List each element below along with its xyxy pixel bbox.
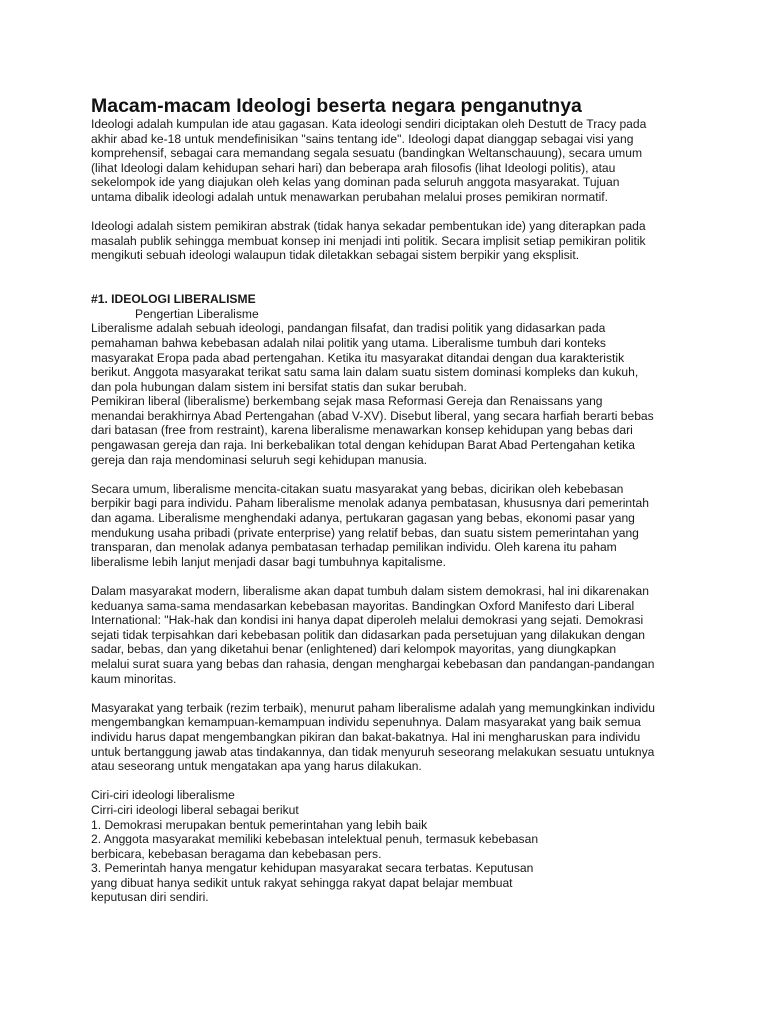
text-line: gereja dan raja mendominasi seluruh segi kehidupan manusia. <box>91 452 428 467</box>
text-line: mendukung usaha pribadi (private enterprise) yang relatif bebas, dan suatu sistem pemerintahan yang <box>91 525 639 540</box>
text-line: Pemikiran liberal (liberalisme) berkembang sejak masa Reformasi Gereja dan Renaissans yang <box>91 394 603 409</box>
text-line: dan agama. Liberalisme menghendaki adanya, pertukaran gagasan yang bebas, ekonomi pasar yang <box>91 511 635 526</box>
text-line: liberalisme lebih lanjut menjadi dasar bagi tumbuhnya kapitalisme. <box>91 554 446 569</box>
text-line: melalui surat suara yang bebas dan rahasia, dengan menghargai kebebasan dan pandangan-pandangan <box>91 656 655 671</box>
characteristics-heading: Ciri-ciri ideologi liberalisme <box>91 788 235 803</box>
text-line: keduanya sama-sama mendasarkan kebebasan mayoritas. Bandingkan Oxford Manifesto dari Liberal <box>91 598 635 613</box>
text-line: individu harus dapat mengembangkan pikiran dan bakat-bakatnya. Hal ini mengharuskan para individu <box>91 729 641 744</box>
text-line: International: "Hak-hak dan kondisi ini hanya dapat diperoleh melalui demokrasi yang sejati. Demokrasi <box>91 613 644 628</box>
text-line: menandai berakhirnya Abad Pertengahan (abad V-XV). Disebut liberal, yang secara harfiah berarti bebas <box>91 408 654 423</box>
text-line: dari batasan (free from restraint), karena liberalisme menawarkan konsep kehidupan yang bebas dari <box>91 423 633 438</box>
text-line: akhir abad ke-18 untuk mendefinisikan "sains tentang ide". Ideologi dapat dianggap sebagai visi yang <box>91 131 634 146</box>
liberalism-paragraph-4 <box>91 701 691 774</box>
text-line: mengikuti sebuah ideologi walaupun tidak diletakkan sebagai sistem berpikir yang eksplisit. <box>91 248 580 263</box>
paragraph-gap <box>91 774 691 789</box>
text-line: sejati tidak terpisahkan dari kebebasan politik dan didasarkan pada persetujuan yang dilakukan dengan <box>91 627 646 642</box>
text-line: masalah publik sehingga membuat konsep ini menjadi inti politik. Secara implisit setiap pemikiran politik <box>91 233 646 248</box>
list-item-continuation: yang dibuat hanya sedikit untuk rakyat sehingga rakyat dapat belajar membuat <box>91 875 513 890</box>
liberalism-paragraph-2 <box>91 482 691 570</box>
text-line: Ideologi adalah kumpulan ide atau gagasan. Kata ideologi sendiri diciptakan oleh Destutt de Tracy pada <box>91 117 647 131</box>
text-line: komprehensif, sebagai cara memandang segala sesuatu (bandingkan Weltanschauung), secara umum <box>91 146 643 161</box>
text-line: Masyarakat yang terbaik (rezim terbaik), menurut paham liberalisme adalah yang memungkinkan individu <box>91 700 655 715</box>
list-item-continuation: keputusan diri sendiri. <box>91 890 209 905</box>
text-line: masyarakat Eropa pada abad pertengahan. Ketika itu masyarakat ditandai dengan dua karakteristik <box>91 350 625 365</box>
text-line: untama dibalik ideologi adalah untuk menawarkan perubahan melalui proses pemikiran normatif. <box>91 189 608 204</box>
text-line: sadar, bebas, dan yang diketahui benar (enlightened) dari kelompok mayoritas, yang diungkapkan <box>91 642 617 657</box>
characteristics-intro: Cirri-ciri ideologi liberal sebagai berikut <box>91 802 299 817</box>
paragraph-gap <box>91 278 691 293</box>
text-line: mengembangkan kemampuan-kemampuan individu sepenuhnya. Dalam masyarakat yang baik semua <box>91 715 641 730</box>
list-item-continuation: berbicara, kebebasan beragama dan kebebasan pers. <box>91 846 382 861</box>
liberalism-paragraph-3 <box>91 584 691 686</box>
paragraph-gap <box>91 569 691 584</box>
text-line: pemahaman bahwa kebebasan adalah nilai politik yang utama. Liberalisme tumbuh dari konteks <box>91 335 606 350</box>
paragraph-gap <box>91 205 691 220</box>
list-item: 1. Demokrasi merupakan bentuk pemerintahan yang lebih baik <box>91 817 428 832</box>
text-line: berikut. Anggota masyarakat terikat satu sama lain dalam suatu sistem dominasi kompleks dan kukuh, <box>91 365 639 380</box>
text-line: Liberalisme adalah sebuah ideologi, pandangan filsafat, dan tradisi politik yang didasarkan pada <box>91 321 606 336</box>
text-line: atau seseorang untuk mengatakan apa yang harus dilakukan. <box>91 759 422 774</box>
text-line: Ideologi adalah sistem pemikiran abstrak (tidak hanya sekadar pembentukan ide) yang diterapkan pada <box>91 219 646 234</box>
text-line: transparan, dan menolak adanya pembatasan terhadap pemilikan individu. Oleh karena itu paham <box>91 540 617 555</box>
paragraph-gap <box>91 263 691 278</box>
liberalism-paragraph-1 <box>91 321 691 467</box>
text-line: berpikir bagi para individu. Paham liberalisme menolak adanya pembatasan, khususnya dari pemerintah <box>91 496 649 511</box>
document-title: Macam-macam Ideologi beserta negara penganutnya <box>91 95 582 117</box>
paragraph-gap <box>91 686 691 701</box>
text-line: sekelompok ide yang diajukan oleh kelas yang dominan pada seluruh anggota masyarakat. Tujuan <box>91 175 620 190</box>
document-page <box>91 95 691 905</box>
text-line: (lihat Ideologi dalam kehidupan sehari hari) dan beberapa arah filosofis (lihat Ideologi politis), atau <box>91 160 616 175</box>
paragraph-gap <box>91 467 691 482</box>
text-line: Dalam masyarakat modern, liberalisme akan dapat tumbuh dalam sistem demokrasi, hal ini dikarenakan <box>91 584 649 598</box>
text-line: dan pola hubungan dalam sistem ini bersifat statis dan sukar berubah. <box>91 379 467 394</box>
text-line: untuk bertanggung jawab atas tindakannya, dan tidak menyuruh seseorang melakukan sesuatu untuknya <box>91 744 655 759</box>
intro-paragraph-1 <box>91 117 691 205</box>
text-line: pengawasan gereja dan raja. Ini berkebalikan total dengan kehidupan Barat Abad Pertengahan ketika <box>91 438 635 453</box>
section-heading: #1. IDEOLOGI LIBERALISME <box>91 292 256 307</box>
list-item: 2. Anggota masyarakat memiliki kebebasan intelektual penuh, termasuk kebebasan <box>91 832 539 847</box>
text-line: kaum minoritas. <box>91 671 177 686</box>
intro-paragraph-2 <box>91 219 691 263</box>
text-line: Secara umum, liberalisme mencita-citakan suatu masyarakat yang bebas, dicirikan oleh kebebasan <box>91 481 624 496</box>
list-item: 3. Pemerintah hanya mengatur kehidupan masyarakat secara terbatas. Keputusan <box>91 861 534 876</box>
liberalism-characteristics <box>91 788 691 905</box>
section-subheading: Pengertian Liberalisme <box>135 306 259 321</box>
